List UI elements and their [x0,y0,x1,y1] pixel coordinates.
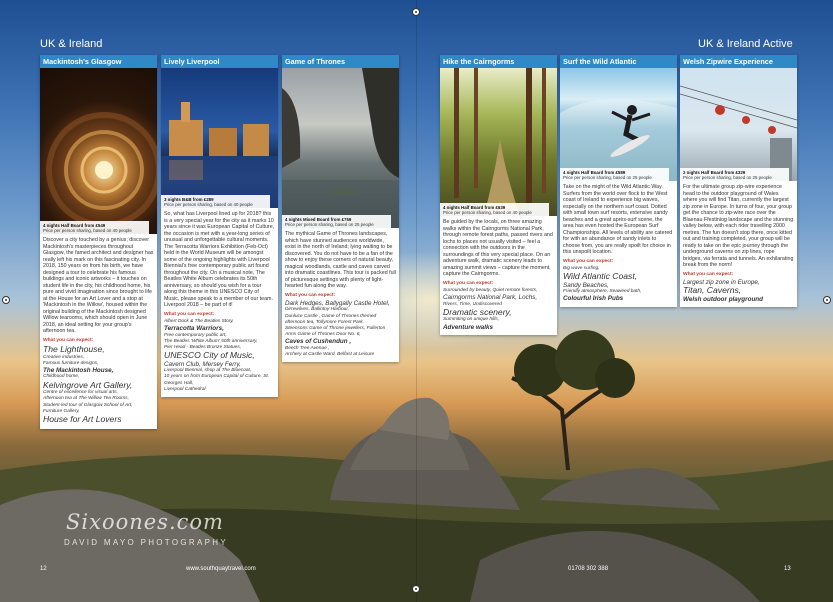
highlight-item: Dunluce Castle , Game of Thrones themed afternoon tea, Tollymore Forest Park, [285,313,377,325]
highlight-item: Albert Dock & The Beatles Story, [164,319,234,324]
card-price-note: Price per person sharing, based on 40 people [443,209,532,215]
highlight-item: Titan, Caverns, [683,285,742,296]
highlight-item: Afternoon tea at The Willow Tea Rooms, [43,396,129,402]
highlight-item: Dark Hedges, Ballygally Castle Hotel, [285,300,390,307]
card-title: Game of Thrones [282,55,399,68]
highlight-item: Cavern Club, Mersey Ferry, [164,360,241,368]
tour-card-game-of-thrones[interactable] [282,55,399,362]
highlight-item: 10 years on from European Capital of Culture, St. Georges Hall, [164,374,270,386]
card-title: Welsh Zipwire Experience [680,55,797,68]
tour-card-surf[interactable] [560,55,677,307]
phone-number: 01708 302 388 [568,566,609,572]
crop-mark [2,296,10,304]
highlight-item: Furniture Gallery, [43,408,80,414]
card-title: Lively Liverpool [161,55,278,68]
card-title: Mackintosh's Glasgow [40,55,157,68]
expect-label: What you can expect: [285,292,336,298]
card-highlights [560,265,677,307]
card-price: 4 nights Half Board from £549 [43,222,106,228]
card-highlights [440,287,557,335]
card-highlights [161,318,278,397]
page-number-right: 13 [784,566,791,572]
highlight-item: Summiting on unique hills, [443,317,499,323]
highlight-item: Liverpool Cathedral [164,386,206,392]
card-description: The mythical Game of Thrones landscapes, which have stunned audiences worldwide, exist in the north of Ireland; lying waiting to be discovered. You do not have to be a fan of the show to enjoy these corners of natural beauty, magical woodlands, castle and caves carved into dramatic coastlines. This tour is packed full of picturesque settings with plenty of light-hearted fun along the way. [285,231,396,289]
card-price-note: Price per person sharing, based on 25 people [285,221,374,227]
tour-card-zipwire[interactable] [680,55,797,307]
highlight-item: Dirrewilves, Ballintoy Harbour, [285,307,349,313]
highlight-item: Creative industries, [43,354,85,360]
highlight-item: Free contemporary public art, [164,332,227,338]
highlight-item: UNESCO City of Music, [164,350,255,361]
center-gutter [416,0,417,602]
card-description: So, what has Liverpool lined up for 2018? this is a very special year for the city as it marks 10 years since it was European Capital of Culture, the occasion is met with a year-long series of unusual and unforgettable cultural moments. The Terracotta Warriors Exhibition (Feb-Oct) held in the World Museum will be amongst some of the ongoing highlights with Liverpool Biennial's free contemporary public art found throughout the city. On a musical note, The Beatles White Album celebrates its 50th anniversary, so should you wish for a tour along this theme in this UNESCO City of Music, please speak to a member of our team. Liverpool 2018 – be part of it! [164,211,275,308]
highlight-item: The Mackintosh House, [43,367,114,374]
highlight-item: Colourful Irish Pubs [563,295,624,303]
highlight-item: The Beatles 'White Album' 50th anniversary, [164,338,258,344]
highlight-item: Childhood home, [43,374,80,380]
expect-label: What you can expect: [683,271,734,277]
card-price: 2 nights Half Board from £329 [683,169,746,175]
card-description: For the ultimate group zip-wire experience head to the outdoor playground of Wales where you will find Titan, currently the largest zip zone in Europe. In turns of four, your group get the chance to zip-wire race over the Blaenau Ffestiniog landscape and the stunning valley below, with each rider travelling 2000 metres. The fun doesn't stop there, once kitted out and training completed, your group will be ready to take on the epic journey through the underground caverns on zip lines, rope bridges, via ferrata and tunnels. An exhilarating break from the norm! [683,184,794,268]
crop-mark [412,8,420,16]
card-highlights [282,299,399,362]
highlight-item: Sandy Beaches, [563,281,609,289]
card-title: Surf the Wild Atlantic [560,55,677,68]
highlight-item: Pier Head - Beatles Bronze Statues, [164,345,242,351]
tour-card-liverpool[interactable] [161,55,278,397]
coastal-arch-photo [282,68,399,228]
card-description: Discover a city touched by a genius; discover Mackintosh's masterpieces throughout Glasgow, the famed architect and designer has really left his mark on this fascinating city. In 2018, 150 years on from his birth, we have designed a tour to celebrate his famous buildings and iconic artworks – it touches on student life in the city, his childhood home, his pure and vivid imagination since brought to life at the House for an Art Lover and a stop at 'Mackintosh in the Willow', housed within the original building of the Mackintosh designed Willow tearooms, which should open in June 2018, an ideal setting for your group's afternoon tea. [43,237,154,334]
highlight-item: Welsh outdoor playground [683,296,763,303]
website-url[interactable]: www.southquaytravel.com [186,566,256,572]
photographer-watermark: Sixoones.com [66,510,224,534]
card-price-note: Price per person sharing, based on 40 people [43,227,132,233]
highlight-item: Cairngorms National Park, Lochs, [443,294,538,302]
left-section-title: UK & Ireland [40,38,103,50]
right-section-title: UK & Ireland Active [698,38,793,50]
expect-label: What you can expect: [563,258,614,264]
card-highlights [40,344,157,429]
card-highlights [680,278,797,307]
tour-card-glasgow[interactable] [40,55,157,429]
highlight-item: Surrounded by beauty, Quiet remote forests, [443,288,538,293]
card-price-note: Price per person sharing, based on 40 people [164,201,253,207]
highlight-item: The Lighthouse, [43,344,105,354]
highlight-item: House for Art Lovers [43,414,122,425]
expect-label: What you can expect: [43,337,94,343]
photographer-credit: DAVID MAYO PHOTOGRAPHY [64,538,228,547]
card-price: 4 nights Mixed Board from £759 [285,216,352,222]
tour-card-cairngorms[interactable] [440,55,557,335]
card-price-note: Price per person sharing, based on 25 people [563,174,652,180]
highlight-item: Archery at Castle Ward, Belfast at Leisure [285,352,375,358]
highlight-item: Beech Tree Avenue , [285,345,330,351]
card-price: 4 nights Half Board from £639 [443,204,506,210]
highlight-item: Friendly atmosphere, Seaweed bath, [563,289,642,295]
expect-label: What you can expect: [443,280,494,286]
highlight-item: Liverpool Biennial, shop at The Bluecoat, [164,368,252,374]
card-price: 4 nights Half Board from £589 [563,169,626,175]
highlight-item: Terracotta Warriors, [164,325,224,333]
highlight-item: Caves of Cushendun , [285,338,352,346]
expect-label: What you can expect: [164,311,215,317]
highlight-item: Largest zip zone in Europe, [683,279,760,286]
card-description: Be guided by the locals, on three amazing walks within the Cairngorms National Park, through remote forest paths, passed rivers and lochs to places not usually visited – feel a connection with the outdoors in the surroundings of this very special place. On an adventure walk, dramatic scenery leads to amazing summit views – capture the moment, capture the Cairngorms. [443,219,553,277]
crop-mark [823,296,831,304]
card-price: 3 nights B&B from £289 [164,196,214,202]
highlight-item: Famous furniture designs, [43,360,99,366]
surfer-photo [560,68,677,181]
highlight-item: Big wave surfing, [563,266,600,271]
page-number-left: 12 [40,566,47,572]
highlight-item: Rivers, Time, Undiscovered [443,301,502,307]
highlight-item: Dramatic scenery, [443,306,512,317]
highlight-item: Adventure walks [443,323,494,331]
forest-path-photo [440,68,557,216]
zipwire-photo [680,68,797,181]
spiral-staircase-photo [40,68,157,234]
highlight-item: Centre of excellence for visual arts, [43,390,118,396]
highlight-item: Student-led tour of Glasgow School of Art, [43,402,133,408]
card-description: Take on the might of the Wild Atlantic Way. Surfers from the world over flock to the West coast of Ireland to experience big waves, especially on the northern surf coast. Dotted with small town surf resorts, extensive sandy beaches and a great après-surf scene, the area has even hosted the European Surf Championships. All levels of ability are catered for with an abundance of sandy inlets to choose from, you are really spoilt for choice in this unspoilt location. [563,184,673,255]
highlight-item: Wild Atlantic Coast, [563,271,638,282]
card-title: Hike the Cairngorms [440,55,557,68]
waterfront-photo [161,68,278,208]
crop-mark [412,585,420,593]
card-price-note: Price per person sharing, based on 25 people [683,174,772,180]
highlight-item: Steensons Game of Throne jewellers, Fullerton Arms Game of Thrones Door No. 6, [285,326,386,338]
highlight-item: Kelvingrove Art Gallery, [43,379,133,390]
